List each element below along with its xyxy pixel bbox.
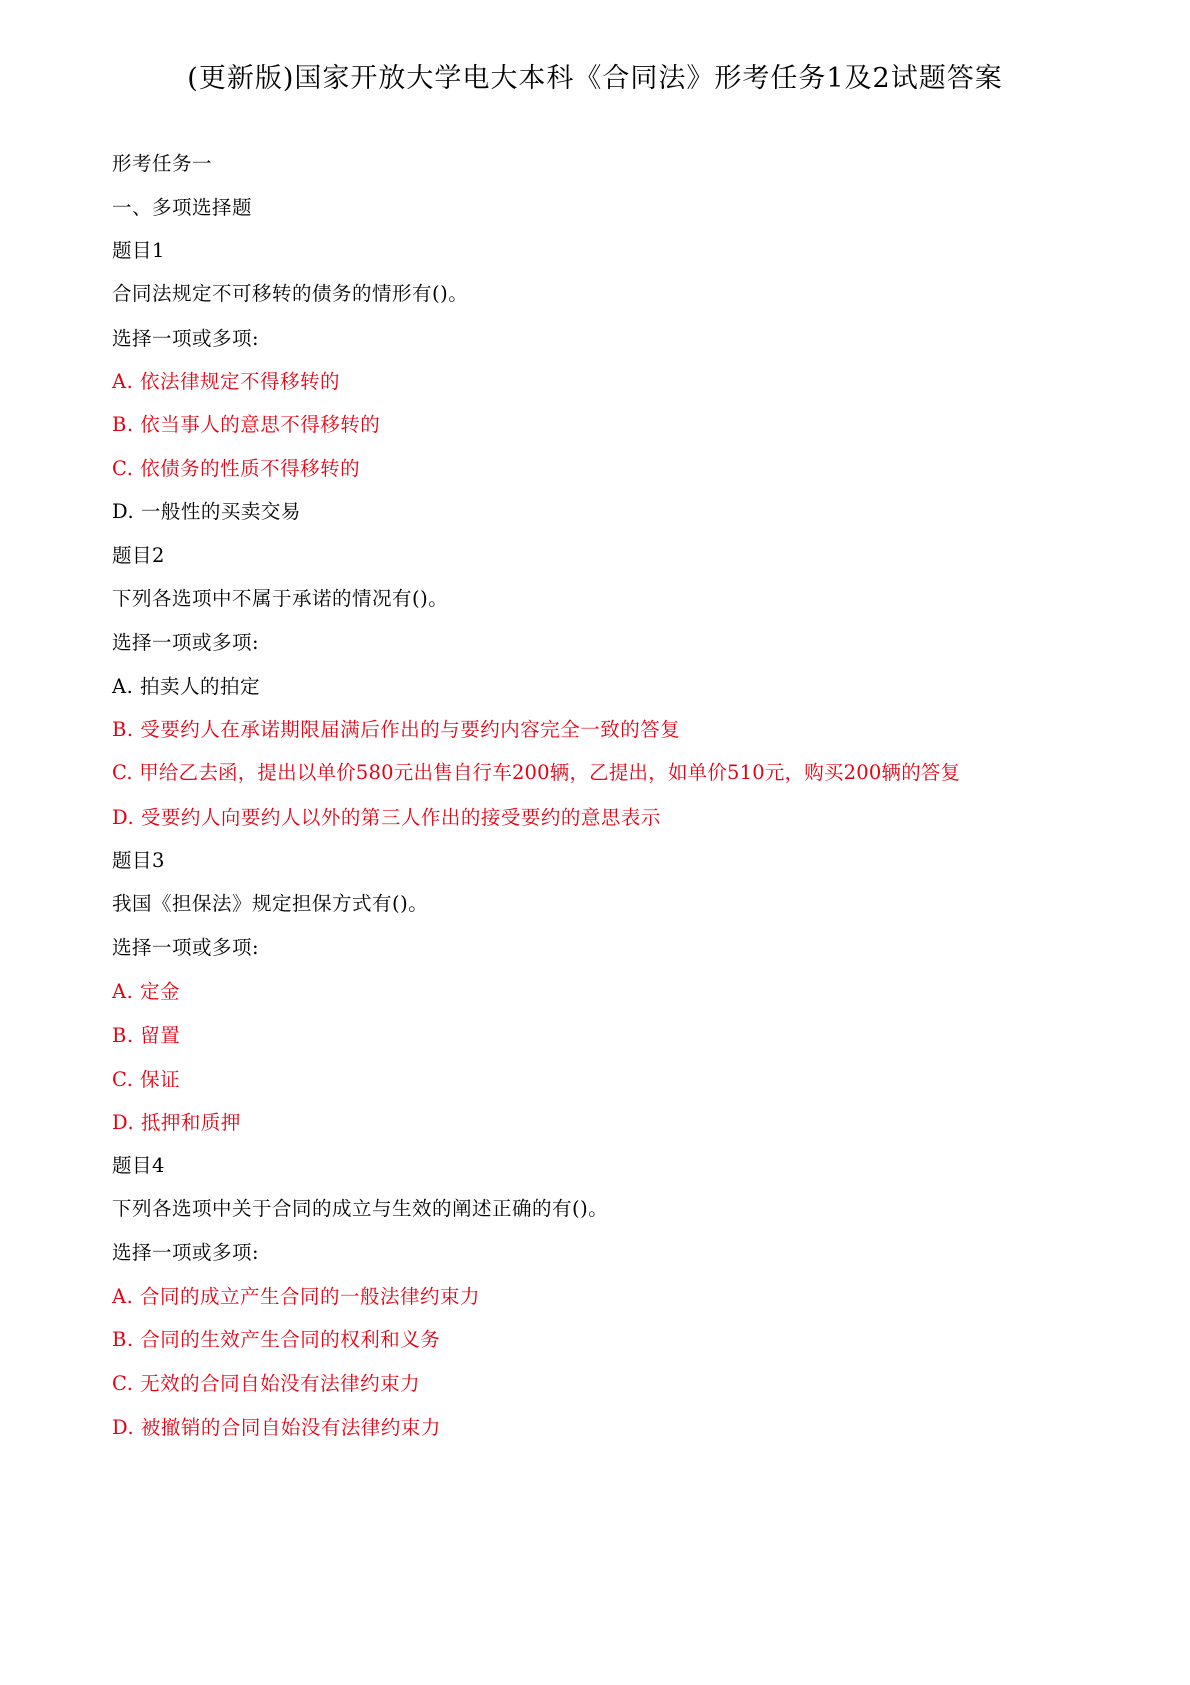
option-item: D. 一般性的买卖交易 [112, 500, 301, 523]
option-item: C. 依债务的性质不得移转的 [112, 457, 361, 480]
option-item: B. 合同的生效产生合同的权利和义务 [112, 1328, 441, 1351]
option-item: A. 依法律规定不得移转的 [112, 370, 340, 393]
option-item: B. 留置 [112, 1024, 181, 1047]
question-text: 合同法规定不可移转的债务的情形有()。 [112, 282, 469, 305]
section-heading: 形考任务一 [112, 152, 213, 175]
question-text: 下列各选项中不属于承诺的情况有()。 [112, 587, 449, 610]
prompt-label: 选择一项或多项: [112, 327, 260, 350]
option-item: D. 抵押和质押 [112, 1111, 241, 1134]
question-label: 题目2 [112, 544, 165, 567]
option-item: D. 受要约人向要约人以外的第三人作出的接受要约的意思表示 [112, 806, 661, 829]
option-item: C. 保证 [112, 1068, 181, 1091]
question-label: 题目1 [112, 239, 165, 262]
option-item: A. 定金 [112, 980, 180, 1003]
prompt-label: 选择一项或多项: [112, 936, 260, 959]
part-heading: 一、多项选择题 [112, 196, 253, 219]
option-item: C. 甲给乙去函，提出以单价580元出售自行车200辆，乙提出，如单价510元，购买200辆的答复 [112, 761, 961, 784]
option-item: A. 拍卖人的拍定 [112, 675, 260, 698]
option-item: D. 被撤销的合同自始没有法律约束力 [112, 1416, 441, 1439]
question-text: 下列各选项中关于合同的成立与生效的阐述正确的有()。 [112, 1197, 609, 1220]
option-item: B. 受要约人在承诺期限届满后作出的与要约内容完全一致的答复 [112, 718, 681, 741]
document-title: (更新版)国家开放大学电大本科《合同法》形考任务1及2试题答案 [187, 63, 1003, 94]
question-label: 题目3 [112, 849, 165, 872]
option-item: C. 无效的合同自始没有法律约束力 [112, 1372, 421, 1395]
prompt-label: 选择一项或多项: [112, 631, 260, 654]
prompt-label: 选择一项或多项: [112, 1241, 260, 1264]
question-text: 我国《担保法》规定担保方式有()。 [112, 892, 429, 915]
option-item: B. 依当事人的意思不得移转的 [112, 413, 381, 436]
question-label: 题目4 [112, 1154, 165, 1177]
option-item: A. 合同的成立产生合同的一般法律约束力 [112, 1285, 480, 1308]
